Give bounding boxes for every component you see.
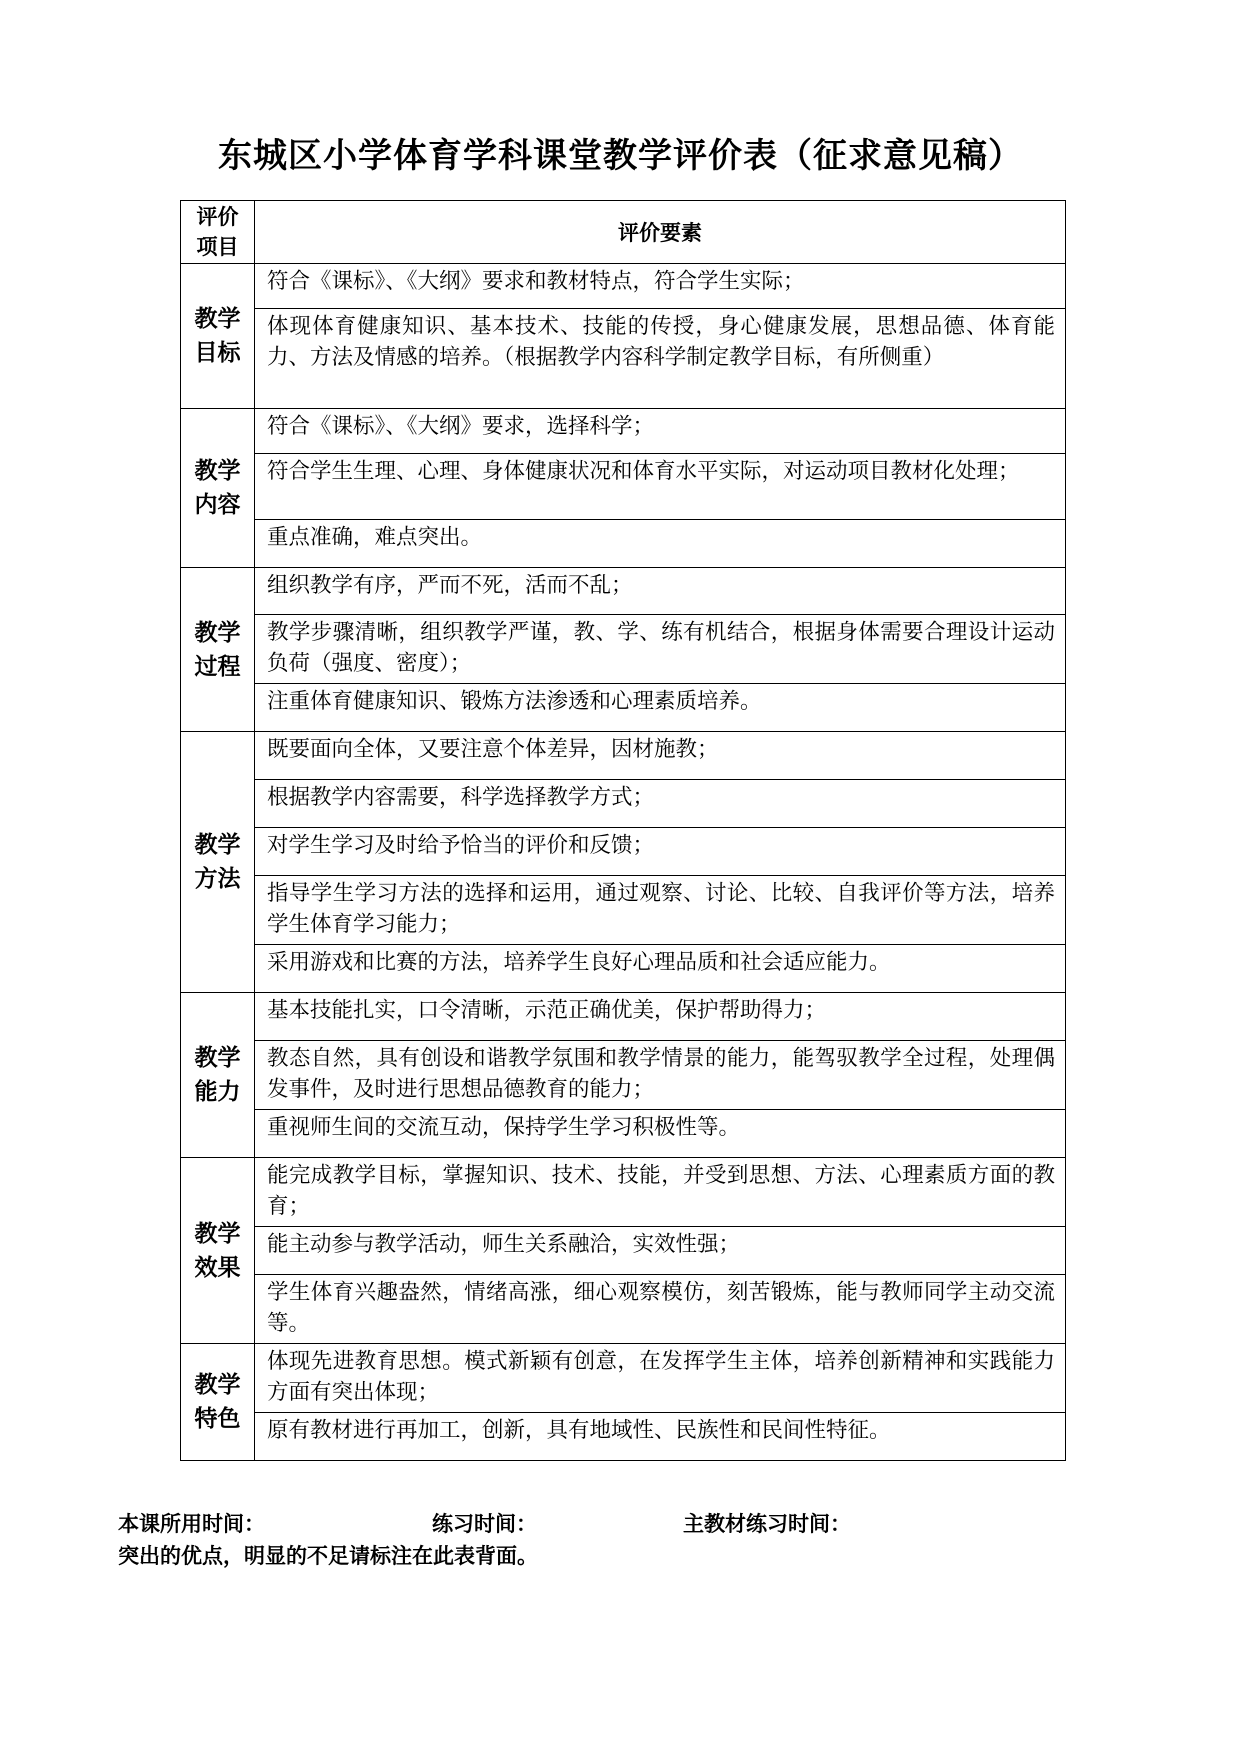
category-cell — [181, 264, 255, 409]
header-category-label: 评价 项目 — [196, 205, 239, 259]
table-row — [181, 780, 1066, 828]
criterion-cell: 教态自然，具有创设和谐教学氛围和教学情景的能力，能驾驭教学全过程，处理偶发事件，及时进行思想品德教育的能力； — [255, 1041, 1066, 1110]
table-row — [181, 945, 1066, 993]
table-row — [181, 454, 1066, 520]
category-label: 教学 特色 — [194, 1372, 241, 1432]
category-cell — [181, 993, 255, 1158]
table-row — [181, 876, 1066, 945]
category-cell — [181, 732, 255, 993]
criterion-cell: 组织教学有序，严而不死，活而不乱； — [255, 568, 1066, 615]
table-row — [181, 409, 1066, 454]
criterion-cell: 原有教材进行再加工，创新，具有地域性、民族性和民间性特征。 — [255, 1413, 1066, 1461]
page-title: 东城区小学体育学科课堂教学评价表（征求意见稿） — [218, 136, 1023, 176]
main-material-time-label: 主教材练习时间： — [683, 1512, 851, 1536]
table-row — [181, 1275, 1066, 1344]
criterion-cell: 采用游戏和比赛的方法，培养学生良好心理品质和社会适应能力。 — [255, 945, 1066, 993]
criterion-cell: 指导学生学习方法的选择和运用，通过观察、讨论、比较、自我评价等方法，培养学生体育学习能力； — [255, 876, 1066, 945]
header-category-cell — [181, 201, 255, 264]
category-label: 教学 方法 — [194, 832, 241, 892]
category-label: 教学 目标 — [194, 306, 241, 366]
table-header-row — [181, 201, 1066, 264]
table-row — [181, 732, 1066, 780]
table-row — [181, 684, 1066, 732]
criterion-cell: 重点准确，难点突出。 — [255, 520, 1066, 568]
table-row — [181, 1110, 1066, 1158]
table-row — [181, 1344, 1066, 1413]
total-time-label: 本课所用时间： — [118, 1512, 265, 1536]
criterion-cell: 基本技能扎实，口令清晰，示范正确优美，保护帮助得力； — [255, 993, 1066, 1041]
category-label: 教学 过程 — [194, 619, 241, 680]
category-cell — [181, 1158, 255, 1344]
criterion-cell: 符合《课标》、《大纲》要求，选择科学； — [255, 409, 1066, 454]
table-row — [181, 615, 1066, 684]
criterion-cell: 符合《课标》、《大纲》要求和教材特点，符合学生实际； — [255, 264, 1066, 309]
criterion-cell: 既要面向全体，又要注意个体差异，因材施教； — [255, 732, 1066, 780]
table-row — [181, 828, 1066, 876]
header-elements-cell: 评价要素 — [255, 201, 1066, 264]
category-cell — [181, 409, 255, 568]
category-label: 教学 内容 — [194, 458, 241, 518]
criterion-cell: 重视师生间的交流互动，保持学生学习积极性等。 — [255, 1110, 1066, 1158]
category-label: 教学 效果 — [194, 1220, 241, 1281]
table-row — [181, 1413, 1066, 1461]
evaluation-table-body — [181, 201, 1066, 1461]
category-cell — [181, 568, 255, 732]
criterion-cell: 体现体育健康知识、基本技术、技能的传授，身心健康发展，思想品德、体育能力、方法及情感的培养。（根据教学内容科学制定教学目标，有所侧重） — [255, 309, 1066, 409]
criterion-cell: 能主动参与教学活动，师生关系融洽，实效性强； — [255, 1227, 1066, 1275]
criterion-cell: 能完成教学目标，掌握知识、技术、技能，并受到思想、方法、心理素质方面的教育； — [255, 1158, 1066, 1227]
criterion-cell: 教学步骤清晰，组织教学严谨，教、学、练有机结合，根据身体需要合理设计运动负荷（强度、密度）； — [255, 615, 1066, 684]
criterion-cell: 体现先进教育思想。模式新颖有创意，在发挥学生主体，培养创新精神和实践能力方面有突出体现； — [255, 1344, 1066, 1413]
category-label: 教学 能力 — [194, 1045, 241, 1105]
table-row — [181, 1227, 1066, 1275]
criterion-cell: 根据教学内容需要，科学选择教学方式； — [255, 780, 1066, 828]
evaluation-table — [180, 200, 1066, 1461]
criterion-cell: 符合学生生理、心理、身体健康状况和体育水平实际，对运动项目教材化处理； — [255, 454, 1066, 520]
category-cell — [181, 1344, 255, 1461]
table-row — [181, 1158, 1066, 1227]
table-row — [181, 309, 1066, 409]
footer-note: 突出的优点，明显的不足请标注在此表背面。 — [118, 1544, 538, 1568]
table-row — [181, 1041, 1066, 1110]
table-row — [181, 568, 1066, 615]
table-row — [181, 264, 1066, 309]
criterion-cell: 学生体育兴趣盎然，情绪高涨，细心观察模仿，刻苦锻炼，能与教师同学主动交流等。 — [255, 1275, 1066, 1344]
table-row — [181, 520, 1066, 568]
table-row — [181, 993, 1066, 1041]
criterion-cell: 注重体育健康知识、锻炼方法渗透和心理素质培养。 — [255, 684, 1066, 732]
practice-time-label: 练习时间： — [432, 1512, 537, 1536]
criterion-cell: 对学生学习及时给予恰当的评价和反馈； — [255, 828, 1066, 876]
